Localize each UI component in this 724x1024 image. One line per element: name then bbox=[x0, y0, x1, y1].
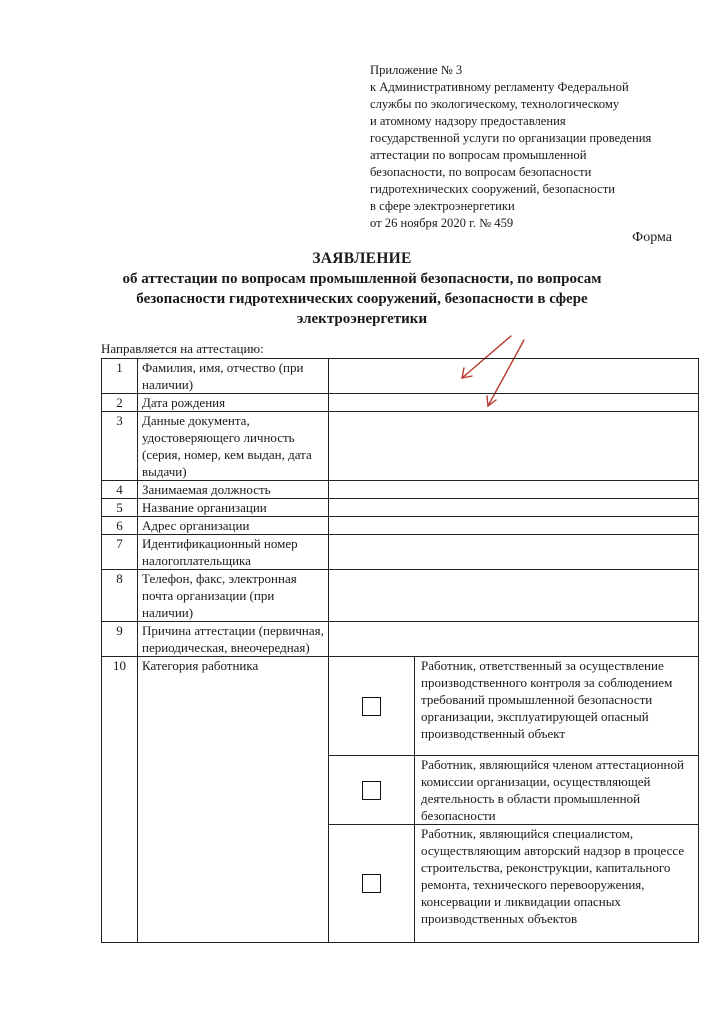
checkbox-production-control[interactable] bbox=[362, 697, 381, 716]
table-row bbox=[102, 622, 699, 657]
row-number: 1 bbox=[102, 359, 138, 394]
input-organization-address[interactable] bbox=[329, 517, 699, 535]
row-label: Телефон, факс, электронная почта организации (при наличии) bbox=[138, 570, 329, 622]
option-text: Работник, являющийся членом аттестационной комиссии организации, осуществляющей деятельность в области промышленной безопасности bbox=[421, 757, 684, 823]
input-inn[interactable] bbox=[329, 535, 699, 570]
table-row bbox=[102, 481, 699, 499]
annex-line: Приложение № 3 bbox=[370, 63, 463, 77]
table-row bbox=[102, 412, 699, 481]
annex-line: от 26 ноября 2020 г. № 459 bbox=[370, 216, 514, 230]
row-label: Название организации bbox=[138, 499, 329, 517]
table-row-category bbox=[102, 657, 699, 943]
annex-header bbox=[370, 62, 710, 232]
annex-line: аттестации по вопросам промышленной bbox=[370, 148, 587, 162]
category-option bbox=[329, 825, 698, 942]
form-label: Форма bbox=[632, 230, 672, 245]
row-number: 7 bbox=[102, 535, 138, 570]
table-row bbox=[102, 394, 699, 412]
row-label: Занимаемая должность bbox=[138, 481, 329, 499]
input-birth-date[interactable] bbox=[329, 394, 699, 412]
category-option bbox=[329, 657, 698, 756]
row-number: 2 bbox=[102, 394, 138, 412]
row-label: Адрес организации bbox=[138, 517, 329, 535]
annex-line: безопасности, по вопросам безопасности bbox=[370, 165, 592, 179]
row-number: 9 bbox=[102, 622, 138, 657]
row-number: 8 bbox=[102, 570, 138, 622]
table-row bbox=[102, 359, 699, 394]
annex-line: службы по экологическому, технологическому bbox=[370, 97, 620, 111]
table-row bbox=[102, 570, 699, 622]
application-table bbox=[101, 358, 699, 943]
title-line: безопасности гидротехнических сооружений, безопасности в сфере bbox=[136, 291, 588, 307]
row-label: Данные документа, удостоверяющего личность (серия, номер, кем выдан, дата выдачи) bbox=[138, 412, 329, 481]
category-option bbox=[329, 756, 698, 825]
row-number: 10 bbox=[102, 657, 138, 943]
input-contacts[interactable] bbox=[329, 570, 699, 622]
row-label: Причина аттестации (первичная, периодическая, внеочередная) bbox=[138, 622, 329, 657]
title-line: об аттестации по вопросам промышленной безопасности, по вопросам bbox=[122, 271, 602, 287]
row-label: Дата рождения bbox=[138, 394, 329, 412]
annex-line: в сфере электроэнергетики bbox=[370, 199, 515, 213]
row-label: Фамилия, имя, отчество (при наличии) bbox=[138, 359, 329, 394]
option-text: Работник, являющийся специалистом, осуществляющим авторский надзор в процессе строительства, реконструкции, капитального ремонта, технического перевооружения, консервации и ликвидации опасных производственных объектов bbox=[421, 826, 685, 926]
annex-line: государственной услуги по организации проведения bbox=[370, 131, 652, 145]
row-number: 4 bbox=[102, 481, 138, 499]
row-label: Идентификационный номер налогоплательщика bbox=[138, 535, 329, 570]
table-row bbox=[102, 535, 699, 570]
annex-line: и атомному надзору предоставления bbox=[370, 114, 566, 128]
input-organization-name[interactable] bbox=[329, 499, 699, 517]
category-options bbox=[329, 657, 699, 943]
row-number: 5 bbox=[102, 499, 138, 517]
input-full-name[interactable] bbox=[329, 359, 699, 394]
option-text: Работник, ответственный за осуществление производственного контроля за соблюдением требований промышленной безопасности организации, эксплуатирующей опасный производственный объект bbox=[421, 658, 673, 741]
intro-text: Направляется на аттестацию: bbox=[101, 341, 264, 356]
input-id-document[interactable] bbox=[329, 412, 699, 481]
checkbox-author-supervision[interactable] bbox=[362, 874, 381, 893]
document-title bbox=[80, 249, 644, 329]
row-label: Категория работника bbox=[138, 657, 329, 943]
annex-line: к Административному регламенту Федеральной bbox=[370, 80, 629, 94]
title-main: ЗАЯВЛЕНИЕ bbox=[312, 250, 412, 267]
input-attestation-reason[interactable] bbox=[329, 622, 699, 657]
row-number: 6 bbox=[102, 517, 138, 535]
annex-line: гидротехнических сооружений, безопасности bbox=[370, 182, 615, 196]
table-row bbox=[102, 499, 699, 517]
title-line: электроэнергетики bbox=[296, 311, 428, 327]
input-position[interactable] bbox=[329, 481, 699, 499]
table-row bbox=[102, 517, 699, 535]
checkbox-commission-member[interactable] bbox=[362, 781, 381, 800]
row-number: 3 bbox=[102, 412, 138, 481]
